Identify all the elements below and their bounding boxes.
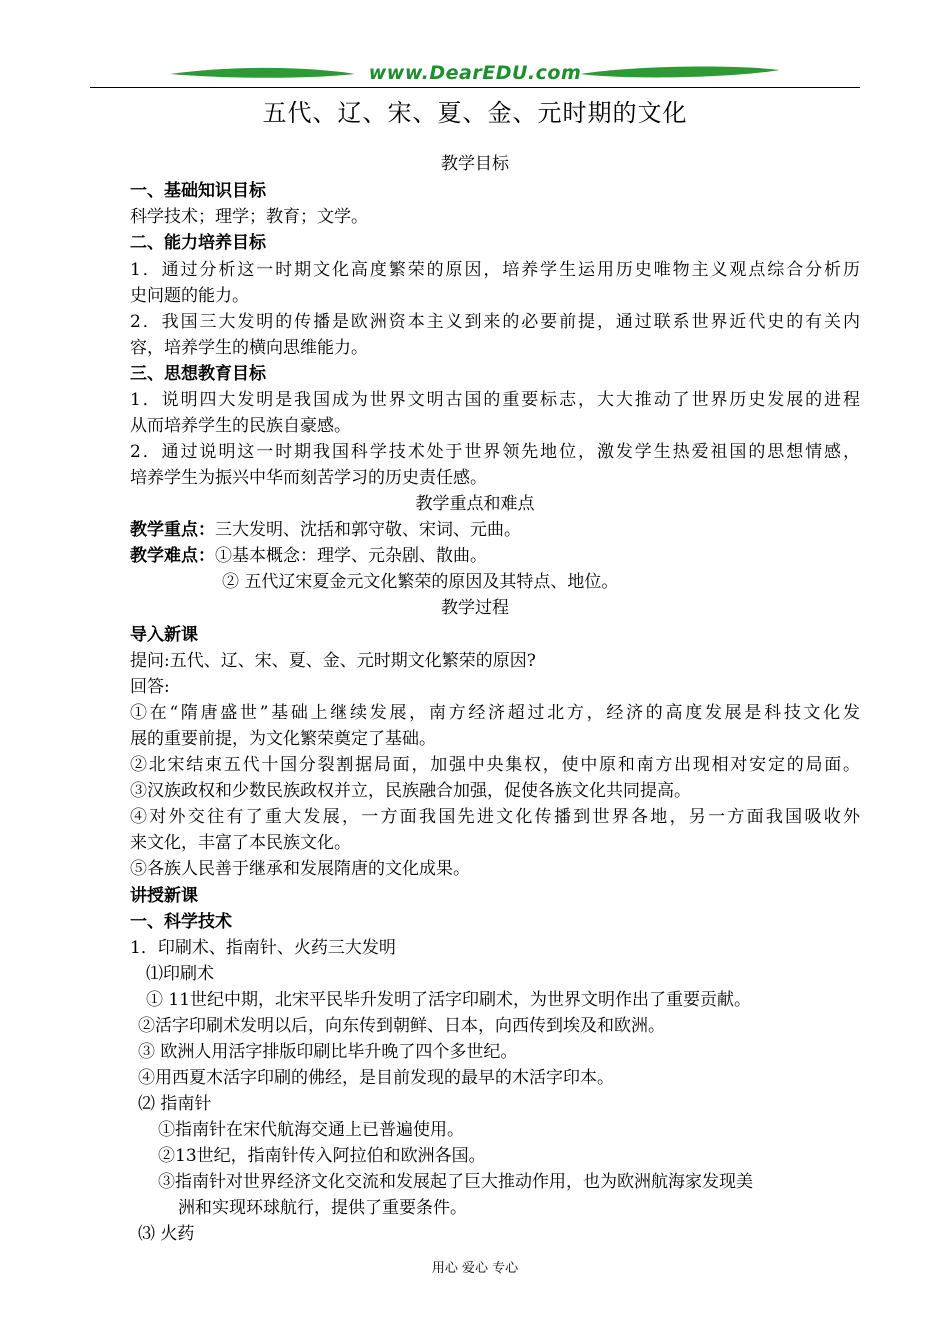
paragraph-line: ②北宋结束五代十国分裂割据局面，加强中央集权，使中原和南方出现相对安定的局面。 bbox=[130, 755, 860, 775]
paragraph-line: ①在“隋唐盛世”基础上继续发展，南方经济超过北方，经济的高度发展是科技文化发 bbox=[130, 703, 860, 723]
key-points-text: 三大发明、沈括和郭守敬、宋词、元曲。 bbox=[215, 520, 521, 540]
difficulties-label: 教学难点： bbox=[130, 546, 215, 566]
paragraph-line: 展的重要前提，为文化繁荣奠定了基础。 bbox=[130, 729, 436, 749]
key-points-label: 教学重点： bbox=[130, 520, 215, 540]
list-item: ① 11世纪中期，北宋平民毕升发明了活字印刷术，为世界文明作出了重要贡献。 bbox=[146, 990, 752, 1010]
paragraph-line: 培养学生为振兴中华而刻苦学习的历史责任感。 bbox=[130, 468, 487, 488]
paragraph-line: 容，培养学生的横向思维能力。 bbox=[130, 338, 368, 358]
site-logo-text[interactable]: www.DearEDU.com bbox=[368, 62, 582, 84]
section-heading: 教学目标 bbox=[441, 154, 509, 174]
paragraph-line: 2．通过说明这一时期我国科学技术处于世界领先地位，激发学生热爱祖国的思想情感， bbox=[130, 442, 860, 462]
paragraph-line: 科学技术；理学；教育；文学。 bbox=[130, 207, 368, 227]
key-points-line bbox=[130, 520, 521, 540]
paragraph-line: 来文化，丰富了本民族文化。 bbox=[130, 833, 351, 853]
subheading: 三、思想教育目标 bbox=[130, 364, 266, 384]
list-item: ③指南针对世界经济文化交流和发展起了巨大推动作用，也为欧洲航海家发现美 bbox=[158, 1172, 753, 1192]
list-item: ④用西夏木活字印刷的佛经，是目前发现的最早的木活字印本。 bbox=[138, 1068, 614, 1088]
paragraph-line: ③汉族政权和少数民族政权并立，民族融合加强，促使各族文化共同提高。 bbox=[130, 781, 691, 801]
paragraph-line: ④对外交往有了重大发展，一方面我国先进文化传播到世界各地，另一方面我国吸收外 bbox=[130, 807, 860, 827]
difficulties-line bbox=[130, 546, 487, 566]
paragraph-line: ⑤各族人民善于继承和发展隋唐的文化成果。 bbox=[130, 859, 470, 879]
page-title: 五代、辽、宋、夏、金、元时期的文化 bbox=[262, 99, 688, 127]
section-heading: 教学过程 bbox=[441, 598, 509, 618]
subheading: 导入新课 bbox=[130, 625, 198, 645]
paragraph-line: 史问题的能力。 bbox=[130, 286, 249, 306]
paragraph-line: 2．我国三大发明的传播是欧洲资本主义到来的必要前提，通过联系世界近代史的有关内 bbox=[130, 312, 860, 332]
paragraph-line: 1．通过分析这一时期文化高度繁荣的原因，培养学生运用历史唯物主义观点综合分析历 bbox=[130, 260, 860, 280]
subheading: 讲授新课 bbox=[130, 886, 198, 906]
subheading: 一、基础知识目标 bbox=[130, 181, 266, 201]
difficulties-text: ①基本概念：理学、元杂剧、散曲。 bbox=[215, 546, 487, 566]
list-item: ②13世纪，指南针传入阿拉伯和欧洲各国。 bbox=[158, 1146, 486, 1166]
header-rule bbox=[90, 87, 860, 88]
paragraph-line: 从而培养学生的民族自豪感。 bbox=[130, 416, 351, 436]
paragraph-line: 1．说明四大发明是我国成为世界文明古国的重要标志，大大推动了世界历史发展的进程 bbox=[130, 390, 860, 410]
list-item-continued: 洲和实现环球航行，提供了重要条件。 bbox=[178, 1198, 467, 1218]
list-heading: ⑴印刷术 bbox=[146, 964, 214, 984]
list-item: ③ 欧洲人用活字排版印刷比毕升晚了四个多世纪。 bbox=[138, 1042, 518, 1062]
paragraph-line: 回答: bbox=[130, 677, 170, 697]
subheading: 二、能力培养目标 bbox=[130, 233, 266, 253]
list-item: ②活字印刷术发明以后，向东传到朝鲜、日本，向西传到埃及和欧洲。 bbox=[138, 1016, 665, 1036]
page-footer: 用心 爱心 专心 bbox=[431, 1261, 519, 1276]
list-item: ①指南针在宋代航海交通上已普遍使用。 bbox=[158, 1120, 464, 1140]
subheading: 一、科学技术 bbox=[130, 912, 232, 932]
list-heading: ⑵ 指南针 bbox=[138, 1094, 212, 1114]
list-heading: ⑶ 火药 bbox=[138, 1224, 195, 1244]
section-heading: 教学重点和难点 bbox=[415, 494, 535, 514]
paragraph-line: ② 五代辽宋夏金元文化繁荣的原因及其特点、地位。 bbox=[222, 572, 619, 592]
paragraph-line: 提问:五代、辽、宋、夏、金、元时期文化繁荣的原因? bbox=[130, 651, 536, 671]
paragraph-line: 1．印刷术、指南针、火药三大发明 bbox=[130, 938, 396, 958]
